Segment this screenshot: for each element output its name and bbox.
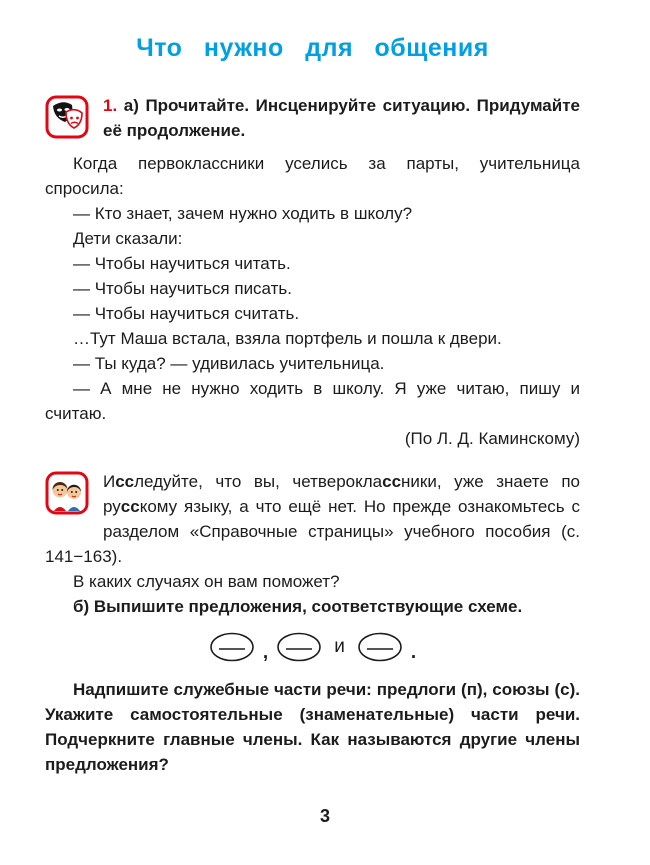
sentence-scheme — [45, 631, 580, 663]
story-paragraph: …Тут Маша встала, взяла портфель и пошла к двери. — [73, 329, 502, 348]
story-text — [45, 151, 580, 451]
text-run: сс — [120, 497, 140, 516]
oval-with-line-symbol — [357, 631, 403, 663]
story-paragraph: — Чтобы научиться писать. — [73, 279, 293, 298]
oval-with-line-symbol — [276, 631, 322, 663]
exercise-number: 1. — [103, 96, 118, 115]
oval-with-line-symbol — [209, 631, 255, 663]
story-paragraph: (По Л. Д. Каминскому) — [404, 429, 580, 448]
story-paragraph: Когда первоклассники уселись за парты, учительница спросила: — [45, 154, 580, 198]
text-run: сс — [382, 472, 402, 491]
text-run: ледуйте, что вы, четверокла — [134, 472, 383, 491]
story-paragraph: — А мне не нужно ходить в школу. Я уже читаю, пишу и считаю. — [45, 379, 580, 423]
part-b-instruction: б) Выпишите предложения, соответствующие схеме. — [73, 597, 523, 616]
story-paragraph: Дети сказали: — [73, 229, 183, 248]
text-run: И — [103, 472, 116, 491]
story-paragraph: — Ты куда? — удивилась учительница. — [73, 354, 385, 373]
exercise-1b — [45, 469, 580, 777]
exercise-1 — [45, 93, 580, 451]
text-run: ники, уже знаете по ру — [103, 472, 581, 516]
text-run: сс — [115, 472, 135, 491]
story-paragraph: — Чтобы научиться считать. — [73, 304, 300, 323]
story-paragraph: — Кто знает, зачем нужно ходить в школу? — [73, 204, 413, 223]
scheme-conjunction: и — [334, 636, 345, 657]
children-research-icon — [45, 471, 89, 515]
story-paragraph: — Чтобы научиться читать. — [73, 254, 291, 273]
page-title: Что нужно для общения — [136, 34, 489, 62]
research-intro — [45, 469, 580, 569]
theater-masks-icon — [45, 95, 89, 139]
text-run: кому языку, а что ещё нет. Но прежде ознакомьтесь с разделом «Справочные страницы» учебного пособия (с. 141−163). — [45, 497, 580, 566]
scheme-comma: , — [262, 642, 269, 663]
page-number: 3 — [319, 806, 330, 826]
exercise-heading — [45, 93, 580, 143]
final-task: Надпишите служебные части речи: предлоги (п), союзы (с). Укажите самостоятельные (знаменательные) части речи. Подчеркните главные члены. Как называются другие члены предложения? — [45, 680, 580, 774]
exercise-heading-text: а) Прочитайте. Инсценируйте ситуацию. Придумайте её продолжение. — [103, 96, 580, 140]
scheme-period: . — [410, 642, 417, 663]
research-question: В каких случаях он вам поможет? — [73, 572, 340, 591]
